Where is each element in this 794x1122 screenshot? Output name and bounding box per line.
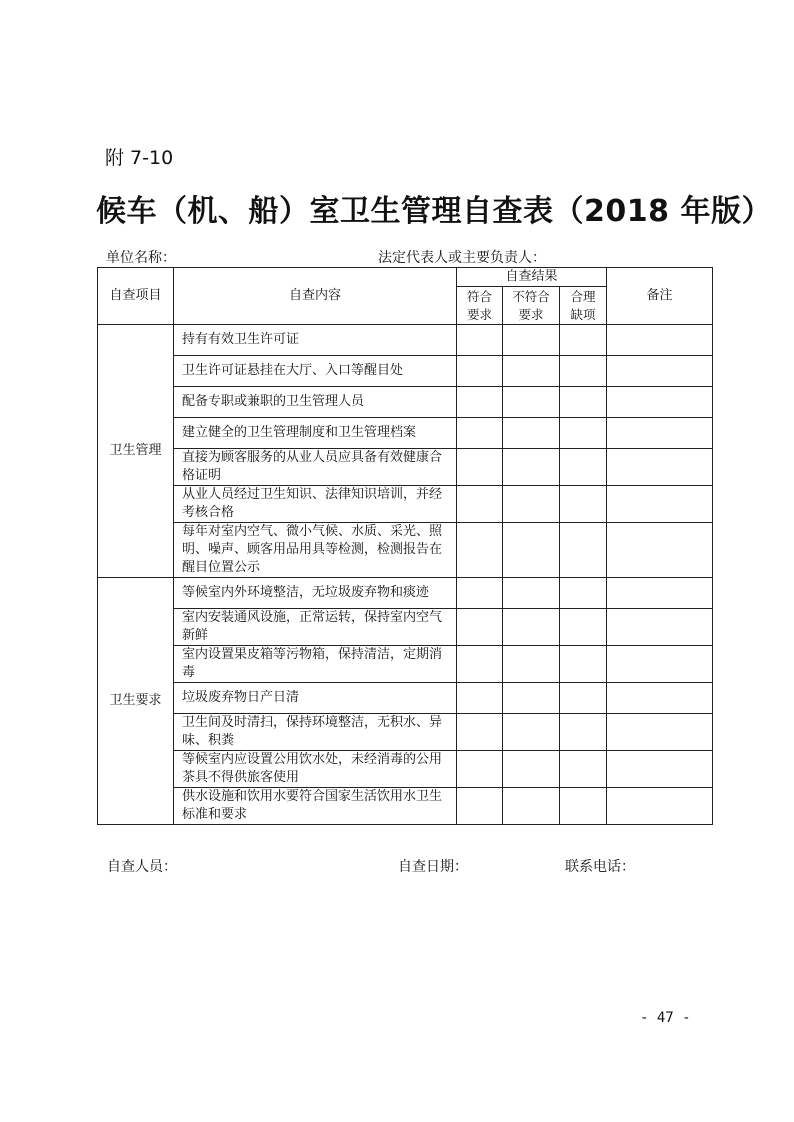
header-item: 自查项目 bbox=[98, 268, 174, 325]
remark-cell[interactable] bbox=[607, 751, 713, 788]
remark-cell[interactable] bbox=[607, 418, 713, 449]
result-nonconform-cell[interactable] bbox=[503, 356, 560, 387]
result-nonconform-cell[interactable] bbox=[503, 646, 560, 683]
inspection-content: 从业人员经过卫生知识、法律知识培训，并经考核合格 bbox=[174, 486, 457, 523]
page-number: - 47 - bbox=[640, 1010, 691, 1026]
result-na-cell[interactable] bbox=[560, 387, 607, 418]
inspection-content: 持有有效卫生许可证 bbox=[174, 325, 457, 356]
result-nonconform-cell[interactable] bbox=[503, 788, 560, 825]
header-result-conform: 符合 要求 bbox=[457, 287, 503, 325]
unit-name-label: 单位名称： bbox=[106, 250, 176, 266]
table-row bbox=[98, 646, 713, 683]
result-nonconform-cell[interactable] bbox=[503, 714, 560, 751]
result-na-cell[interactable] bbox=[560, 788, 607, 825]
result-na-cell[interactable] bbox=[560, 523, 607, 578]
result-conform-cell[interactable] bbox=[457, 449, 503, 486]
result-na-cell[interactable] bbox=[560, 609, 607, 646]
remark-cell[interactable] bbox=[607, 683, 713, 714]
table-row bbox=[98, 356, 713, 387]
result-nonconform-cell[interactable] bbox=[503, 683, 560, 714]
result-nonconform-cell[interactable] bbox=[503, 609, 560, 646]
result-conform-cell[interactable] bbox=[457, 523, 503, 578]
table-row bbox=[98, 714, 713, 751]
inspection-content: 供水设施和饮用水要符合国家生活饮用水卫生标准和要求 bbox=[174, 788, 457, 825]
result-conform-cell[interactable] bbox=[457, 356, 503, 387]
result-na-cell[interactable] bbox=[560, 751, 607, 788]
header-result: 自查结果 bbox=[457, 268, 607, 287]
result-conform-cell[interactable] bbox=[457, 609, 503, 646]
header-content: 自查内容 bbox=[174, 268, 457, 325]
group-name: 卫生管理 bbox=[98, 325, 174, 578]
remark-cell[interactable] bbox=[607, 609, 713, 646]
result-na-cell[interactable] bbox=[560, 325, 607, 356]
inspection-content: 配备专职或兼职的卫生管理人员 bbox=[174, 387, 457, 418]
appendix-label: 附 7-10 bbox=[105, 147, 174, 169]
table-row bbox=[98, 449, 713, 486]
result-nonconform-cell[interactable] bbox=[503, 387, 560, 418]
result-na-cell[interactable] bbox=[560, 683, 607, 714]
inspection-content: 等候室内应设置公用饮水处，未经消毒的公用茶具不得供旅客使用 bbox=[174, 751, 457, 788]
result-nonconform-cell[interactable] bbox=[503, 486, 560, 523]
self-inspection-table bbox=[97, 267, 713, 825]
page-title: 候车（机、船）室卫生管理自查表（2018 年版） bbox=[96, 194, 772, 229]
result-nonconform-cell[interactable] bbox=[503, 325, 560, 356]
table-row bbox=[98, 751, 713, 788]
result-nonconform-cell[interactable] bbox=[503, 751, 560, 788]
inspector-label: 自查人员： bbox=[107, 859, 177, 875]
result-na-cell[interactable] bbox=[560, 418, 607, 449]
result-na-cell[interactable] bbox=[560, 449, 607, 486]
result-nonconform-cell[interactable] bbox=[503, 449, 560, 486]
result-conform-cell[interactable] bbox=[457, 325, 503, 356]
remark-cell[interactable] bbox=[607, 356, 713, 387]
inspection-content: 卫生许可证悬挂在大厅、入口等醒目处 bbox=[174, 356, 457, 387]
remark-cell[interactable] bbox=[607, 387, 713, 418]
header-row bbox=[98, 268, 713, 287]
inspection-content: 卫生间及时清扫，保持环境整洁，无积水、异味、积粪 bbox=[174, 714, 457, 751]
header-remark: 备注 bbox=[607, 268, 713, 325]
result-nonconform-cell[interactable] bbox=[503, 523, 560, 578]
inspection-content: 室内设置果皮箱等污物箱，保持清洁，定期消毒 bbox=[174, 646, 457, 683]
result-conform-cell[interactable] bbox=[457, 751, 503, 788]
inspection-content: 垃圾废弃物日产日清 bbox=[174, 683, 457, 714]
result-conform-cell[interactable] bbox=[457, 683, 503, 714]
legal-representative-label: 法定代表人或主要负责人： bbox=[378, 250, 546, 266]
remark-cell[interactable] bbox=[607, 714, 713, 751]
result-conform-cell[interactable] bbox=[457, 788, 503, 825]
result-nonconform-cell[interactable] bbox=[503, 578, 560, 609]
remark-cell[interactable] bbox=[607, 523, 713, 578]
result-conform-cell[interactable] bbox=[457, 387, 503, 418]
remark-cell[interactable] bbox=[607, 788, 713, 825]
result-conform-cell[interactable] bbox=[457, 486, 503, 523]
group-name: 卫生要求 bbox=[98, 578, 174, 825]
result-na-cell[interactable] bbox=[560, 578, 607, 609]
result-na-cell[interactable] bbox=[560, 486, 607, 523]
table-row bbox=[98, 609, 713, 646]
table-row bbox=[98, 683, 713, 714]
inspection-content: 室内安装通风设施，正常运转，保持室内空气新鲜 bbox=[174, 609, 457, 646]
result-conform-cell[interactable] bbox=[457, 646, 503, 683]
table-row bbox=[98, 788, 713, 825]
inspection-content: 等候室内外环境整洁，无垃圾废弃物和痰迹 bbox=[174, 578, 457, 609]
result-conform-cell[interactable] bbox=[457, 578, 503, 609]
remark-cell[interactable] bbox=[607, 325, 713, 356]
result-nonconform-cell[interactable] bbox=[503, 418, 560, 449]
table-row bbox=[98, 387, 713, 418]
result-na-cell[interactable] bbox=[560, 356, 607, 387]
table-row bbox=[98, 578, 713, 609]
header-result-nonconform: 不符合 要求 bbox=[503, 287, 560, 325]
remark-cell[interactable] bbox=[607, 578, 713, 609]
result-conform-cell[interactable] bbox=[457, 714, 503, 751]
inspection-date-label: 自查日期： bbox=[398, 859, 468, 875]
remark-cell[interactable] bbox=[607, 486, 713, 523]
table-row bbox=[98, 523, 713, 578]
remark-cell[interactable] bbox=[607, 449, 713, 486]
inspection-content: 直接为顾客服务的从业人员应具备有效健康合格证明 bbox=[174, 449, 457, 486]
result-na-cell[interactable] bbox=[560, 646, 607, 683]
header-result-na: 合理 缺项 bbox=[560, 287, 607, 325]
contact-phone-label: 联系电话： bbox=[565, 859, 635, 875]
result-conform-cell[interactable] bbox=[457, 418, 503, 449]
inspection-content: 每年对室内空气、微小气候、水质、采光、照明、噪声、顾客用品用具等检测，检测报告在醒目位置公示 bbox=[174, 523, 457, 578]
inspection-content: 建立健全的卫生管理制度和卫生管理档案 bbox=[174, 418, 457, 449]
table-row bbox=[98, 486, 713, 523]
result-na-cell[interactable] bbox=[560, 714, 607, 751]
table-row bbox=[98, 418, 713, 449]
table-row bbox=[98, 325, 713, 356]
remark-cell[interactable] bbox=[607, 646, 713, 683]
